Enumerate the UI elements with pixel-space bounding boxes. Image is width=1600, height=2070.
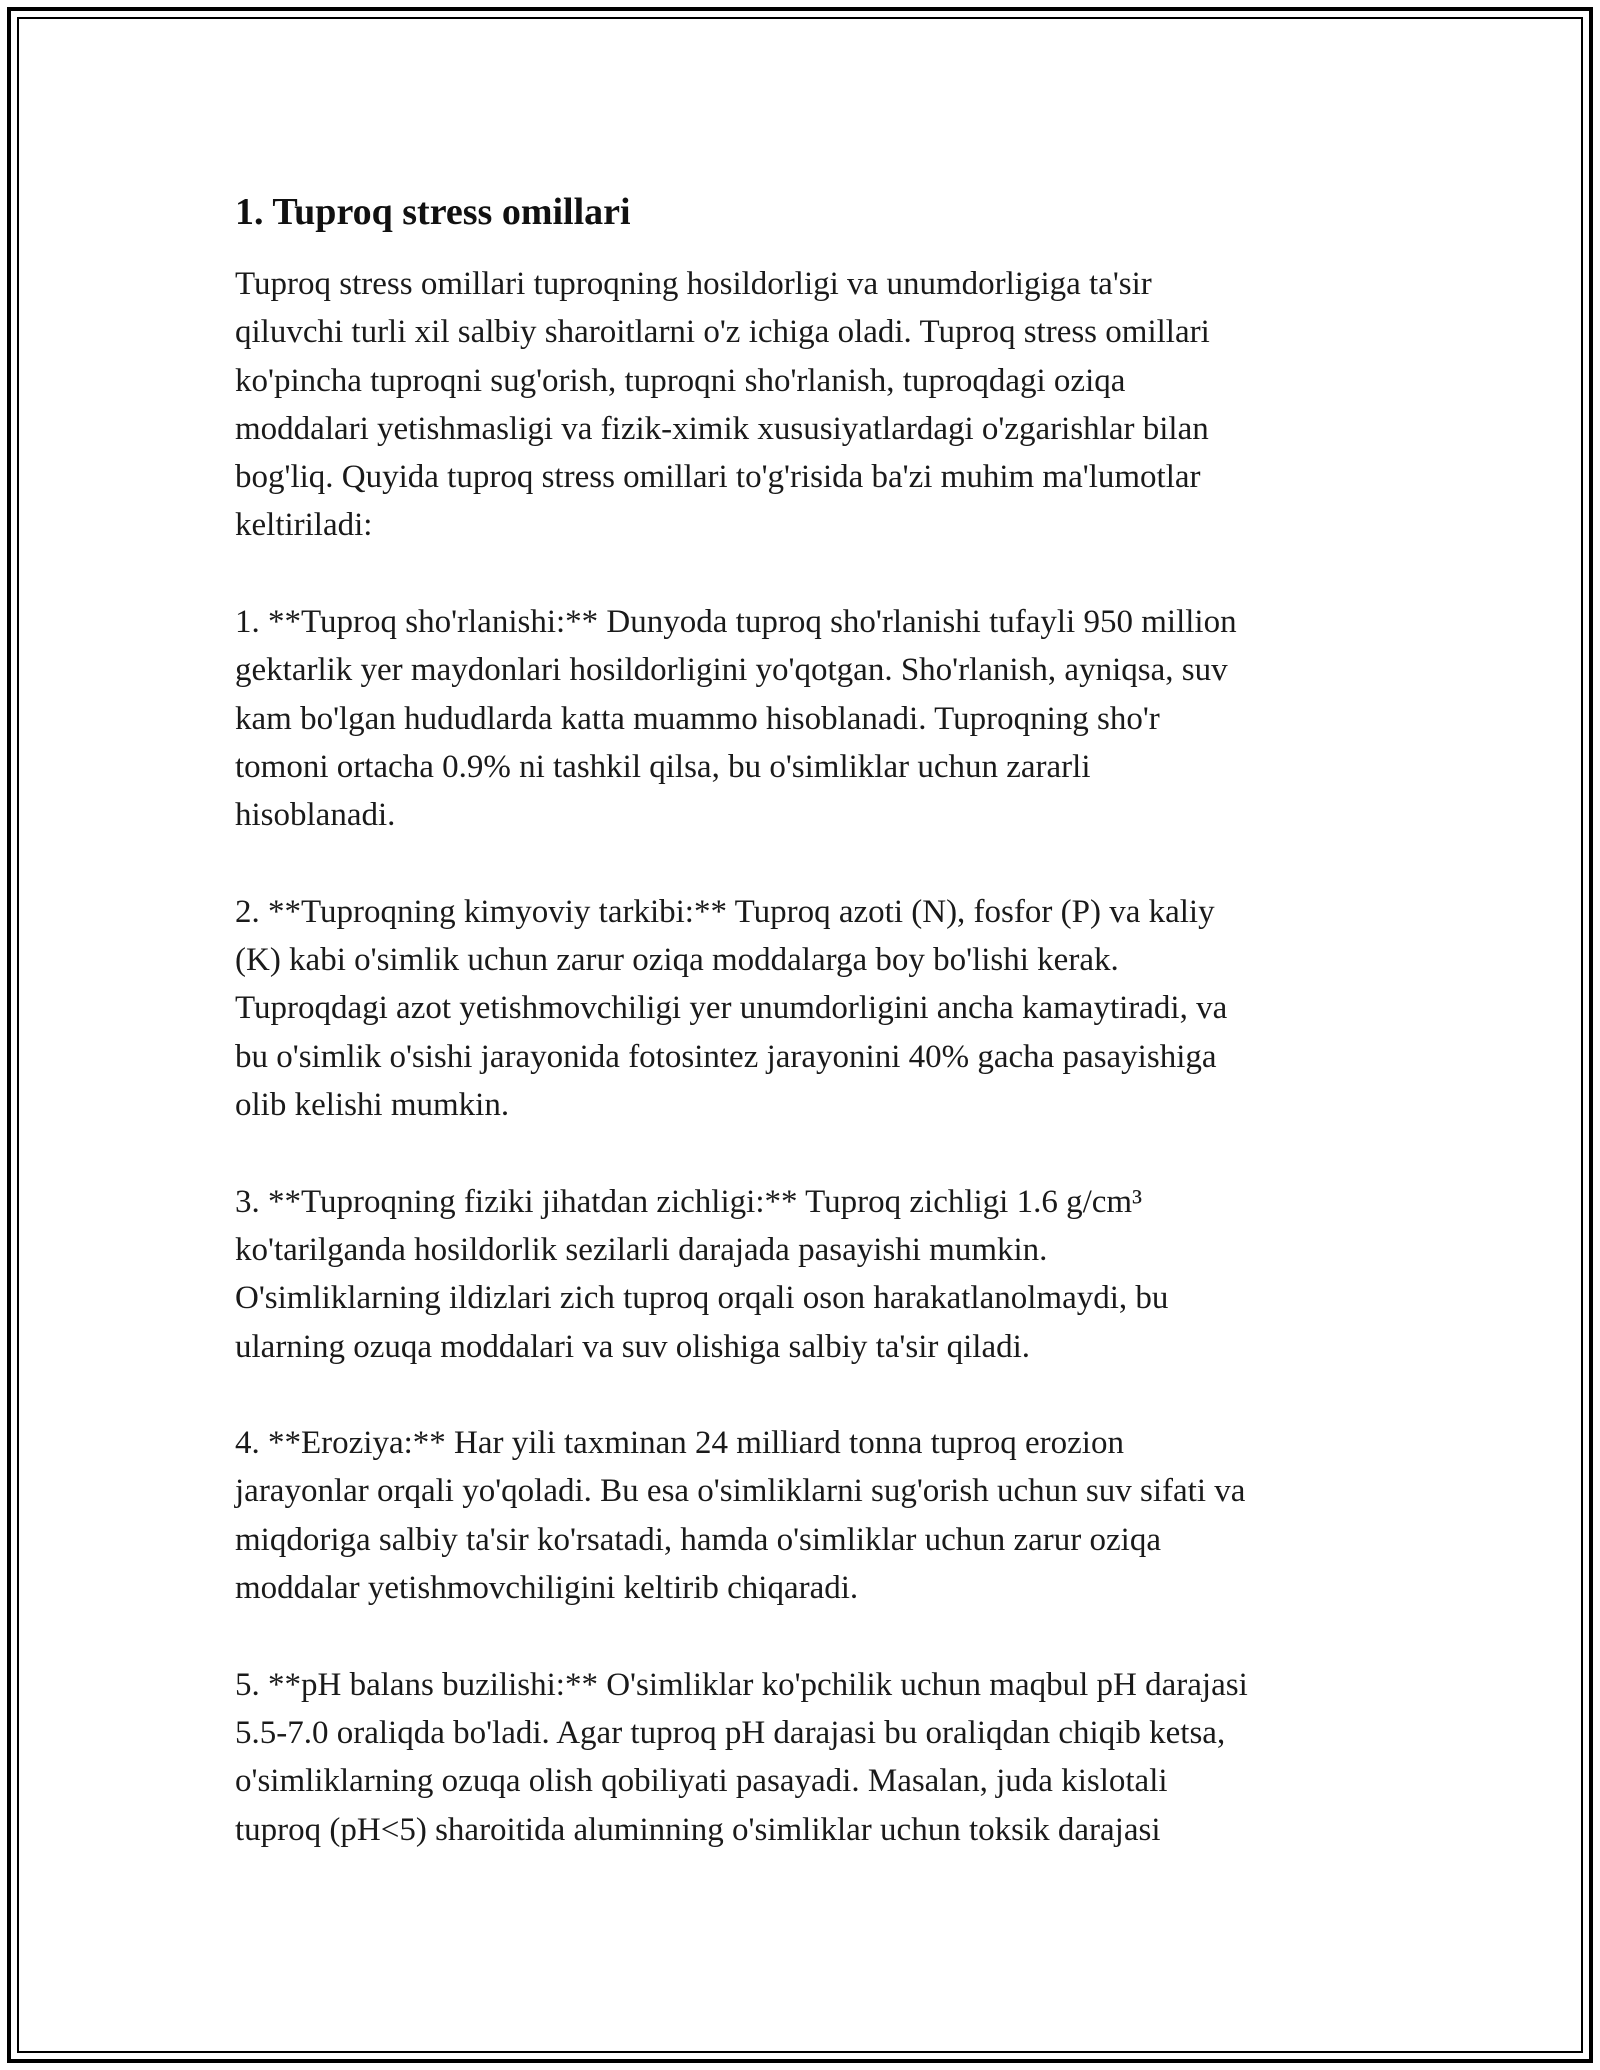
paragraph-line: 4. **Eroziya:** Har yili taxminan 24 milliard tonna tuproq erozion bbox=[235, 1425, 1124, 1462]
paragraph-line: kam bo'lgan hududlarda katta muammo hisoblanadi. Tuproqning sho'r bbox=[235, 700, 1160, 737]
paragraph-line: (K) kabi o'simlik uchun zarur oziqa moddalarga boy bo'lishi kerak. bbox=[235, 942, 1119, 979]
paragraph-line: ko'pincha tuproqni sug'orish, tuproqni sho'rlanish, tuproqdagi oziqa bbox=[235, 362, 1126, 399]
paragraph-line: hisoblanadi. bbox=[235, 797, 396, 834]
paragraph-line: 1. **Tuproq sho'rlanishi:** Dunyoda tuproq sho'rlanishi tufayli 950 million bbox=[235, 604, 1237, 641]
section-heading: 1. Tuproq stress omillari bbox=[235, 191, 631, 233]
paragraph-line: tomoni ortacha 0.9% ni tashkil qilsa, bu o'simliklar uchun zararli bbox=[235, 748, 1091, 785]
paragraph-line: jarayonlar orqali yo'qoladi. Bu esa o'simliklarni sug'orish uchun suv sifati va bbox=[235, 1473, 1246, 1510]
item-ph-balance bbox=[235, 1661, 1375, 1854]
paragraph-line: O'simliklarning ildizlari zich tuproq orqali oson harakatlanolmaydi, bu bbox=[235, 1280, 1169, 1317]
paragraph-line: moddalari yetishmasligi va fizik-ximik xususiyatlardagi o'zgarishlar bilan bbox=[235, 410, 1209, 447]
paragraph-line: miqdoriga salbiy ta'sir ko'rsatadi, hamda o'simliklar uchun zarur oziqa bbox=[235, 1521, 1161, 1558]
paragraph-line: 5.5-7.0 oraliqda bo'ladi. Agar tuproq pH darajasi bu oraliqdan chiqib ketsa, bbox=[235, 1714, 1226, 1751]
item-chemical-composition bbox=[235, 888, 1375, 1129]
paragraph-line: Tuproq stress omillari tuproqning hosildorligi va unumdorligiga ta'sir bbox=[235, 266, 1152, 302]
paragraph-line: keltiriladi: bbox=[235, 507, 373, 544]
paragraph-line: 2. **Tuproqning kimyoviy tarkibi:** Tuproq azoti (N), fosfor (P) va kaliy bbox=[235, 893, 1215, 930]
paragraph-line: moddalar yetishmovchiligini keltirib chiqaradi. bbox=[235, 1570, 859, 1607]
intro-paragraph bbox=[235, 260, 1375, 550]
paragraph-line: bog'liq. Quyida tuproq stress omillari to'g'risida ba'zi muhim ma'lumotlar bbox=[235, 459, 1201, 496]
paragraph-line: gektarlik yer maydonlari hosildorligini yo'qotgan. Sho'rlanish, ayniqsa, suv bbox=[235, 652, 1228, 689]
paragraph-line: ko'tarilganda hosildorlik sezilarli darajada pasayishi mumkin. bbox=[235, 1231, 1048, 1268]
paragraph-line: 5. **pH balans buzilishi:** O'simliklar ko'pchilik uchun maqbul pH darajasi bbox=[235, 1666, 1248, 1703]
paragraph-line: ularning ozuqa moddalari va suv olishiga salbiy ta'sir qiladi. bbox=[235, 1328, 1031, 1365]
paragraph-line: o'simliklarning ozuqa olish qobiliyati pasayadi. Masalan, juda kislotali bbox=[235, 1763, 1168, 1800]
paragraph-line: Tuproqdagi azot yetishmovchiligi yer unumdorligini ancha kamaytiradi, va bbox=[235, 990, 1228, 1027]
paragraph-line: qiluvchi turli xil salbiy sharoitlarni o'z ichiga oladi. Tuproq stress omillari bbox=[235, 314, 1210, 351]
document-body bbox=[235, 188, 1375, 1902]
item-soil-salinity bbox=[235, 598, 1375, 839]
item-erosion bbox=[235, 1419, 1375, 1612]
item-soil-density bbox=[235, 1178, 1375, 1371]
paragraph-line: 3. **Tuproqning fiziki jihatdan zichligi:** Tuproq zichligi 1.6 g/cm³ bbox=[235, 1183, 1142, 1220]
paragraph-line: tuproq (pH<5) sharoitida aluminning o'simliklar uchun toksik darajasi bbox=[235, 1811, 1161, 1848]
paragraph-line: bu o'simlik o'sishi jarayonida fotosintez jarayonini 40% gacha pasayishiga bbox=[235, 1038, 1217, 1075]
paragraph-line: olib kelishi mumkin. bbox=[235, 1087, 510, 1124]
